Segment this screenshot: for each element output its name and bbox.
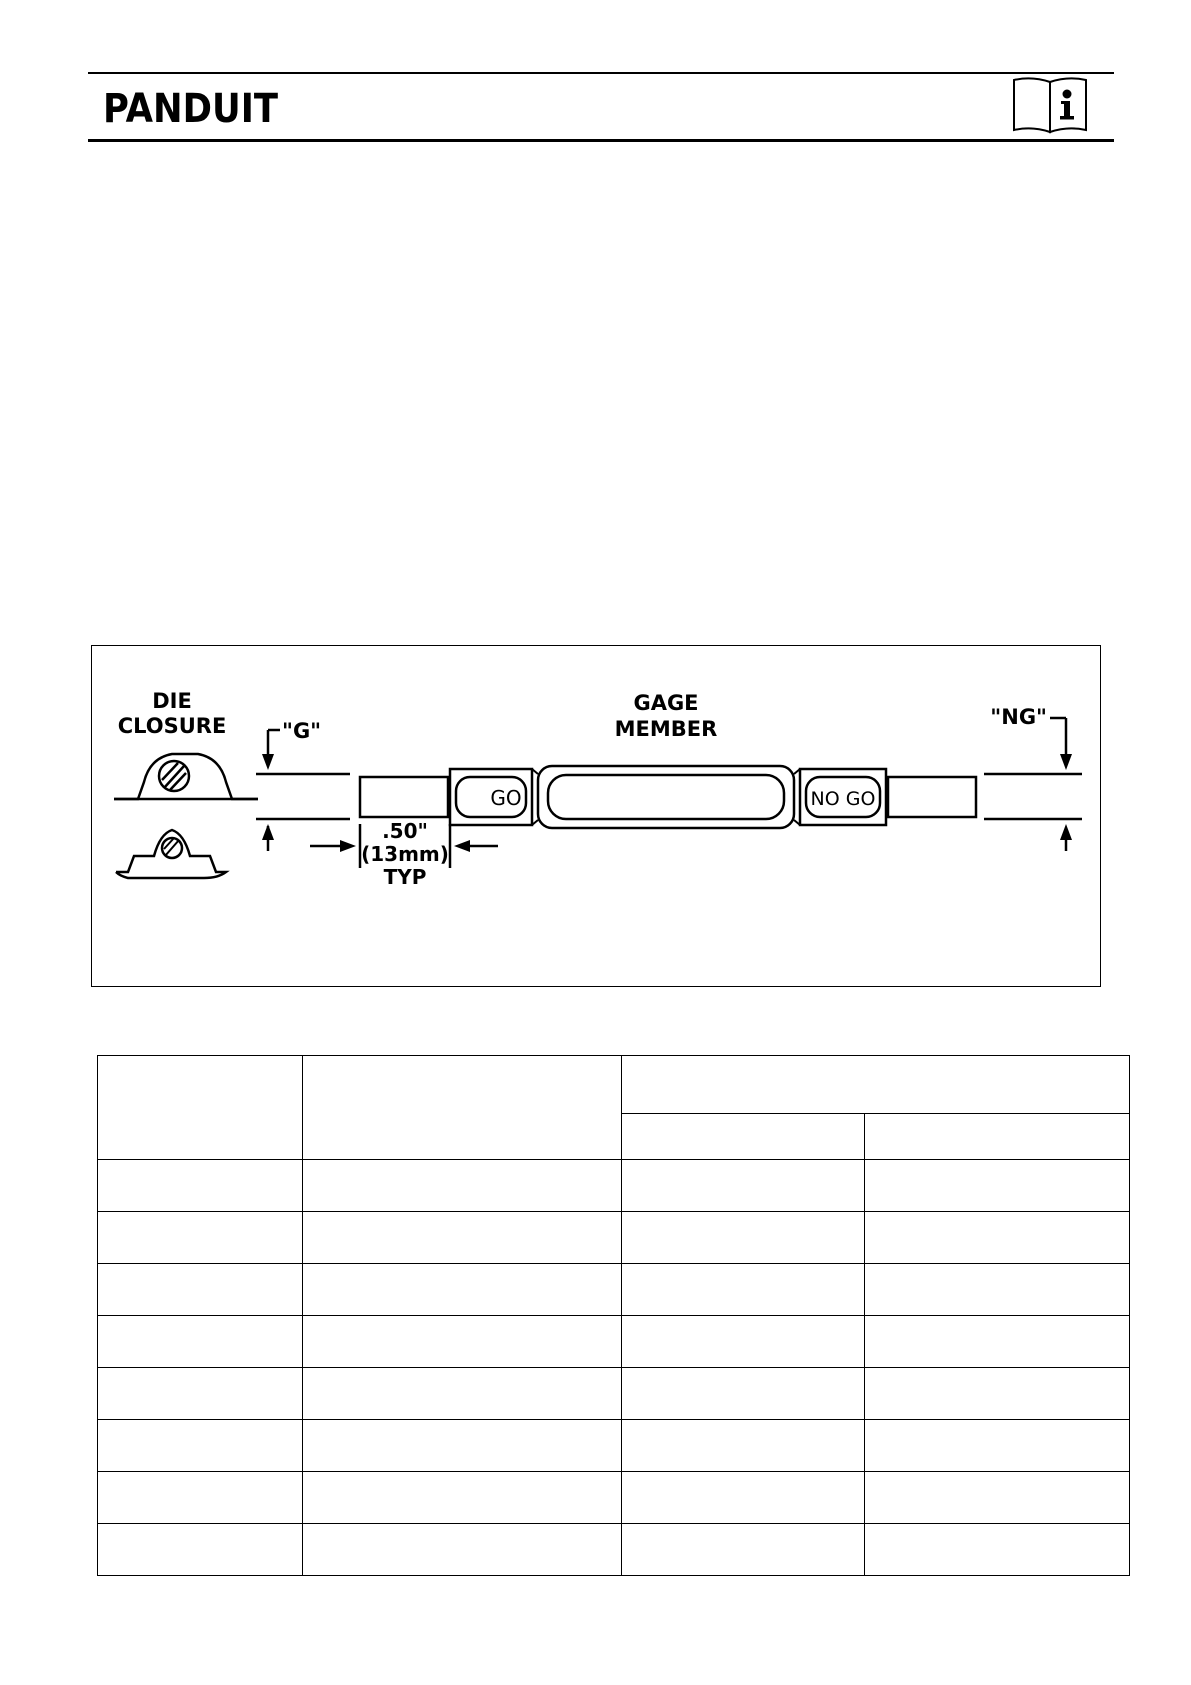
table-subheader-cell (622, 1114, 865, 1160)
dimension-line1: .50" (382, 819, 428, 843)
dimension-line2: (13mm) (361, 842, 449, 866)
die-closure-label-line1: DIE (152, 689, 192, 713)
spec-table (97, 1055, 1130, 1576)
gage-member-label-line2: MEMBER (614, 717, 718, 741)
table-cell (303, 1420, 622, 1472)
table-cell (303, 1212, 622, 1264)
table-cell (98, 1524, 303, 1576)
table-cell (98, 1160, 303, 1212)
table-cell (98, 1472, 303, 1524)
table-header-cell (622, 1056, 1130, 1114)
table-cell (622, 1472, 865, 1524)
die-closure-label-line2: CLOSURE (117, 714, 227, 738)
crimp-gage-diagram (92, 646, 1102, 988)
table-cell (303, 1524, 622, 1576)
table-cell (303, 1368, 622, 1420)
table-row (98, 1316, 1130, 1368)
table-cell (303, 1472, 622, 1524)
table-cell (98, 1212, 303, 1264)
table-header-cell (98, 1056, 303, 1160)
table-row (98, 1420, 1130, 1472)
table-cell (622, 1524, 865, 1576)
table-row (98, 1264, 1130, 1316)
table-cell (865, 1160, 1130, 1212)
table-row (98, 1212, 1130, 1264)
table-cell (622, 1212, 865, 1264)
table-header-row (98, 1056, 1130, 1114)
table-row (98, 1524, 1130, 1576)
ng-label: "NG" (990, 705, 1047, 729)
gage-figure-frame (91, 645, 1101, 987)
logo-text: PANDUIT (103, 86, 279, 132)
gage-member-label-line1: GAGE (633, 691, 699, 715)
table-cell (865, 1316, 1130, 1368)
table-cell (622, 1316, 865, 1368)
table-cell (865, 1264, 1130, 1316)
table-cell (865, 1212, 1130, 1264)
table-row (98, 1160, 1130, 1212)
panduit-logo (103, 86, 279, 132)
table-cell (98, 1368, 303, 1420)
header-bottom-rule (88, 139, 1114, 142)
table-cell (98, 1420, 303, 1472)
g-label: "G" (282, 719, 322, 743)
table-cell (622, 1160, 865, 1212)
table-subheader-cell (865, 1114, 1130, 1160)
table-cell (622, 1368, 865, 1420)
table-cell (622, 1420, 865, 1472)
table-cell (303, 1316, 622, 1368)
header-top-rule (88, 72, 1114, 74)
go-label: GO (490, 786, 522, 810)
dimension-line3: TYP (383, 865, 427, 889)
table-row (98, 1368, 1130, 1420)
table-cell (865, 1472, 1130, 1524)
table-cell (98, 1264, 303, 1316)
table-cell (303, 1160, 622, 1212)
table-row (98, 1472, 1130, 1524)
table-cell (865, 1420, 1130, 1472)
no-go-label: NO GO (810, 788, 876, 810)
table-cell (303, 1264, 622, 1316)
die-crimp-section-bottom (162, 838, 182, 858)
table-header-cell (303, 1056, 622, 1160)
table-cell (865, 1524, 1130, 1576)
die-crimp-section-top (159, 761, 189, 791)
table-cell (622, 1264, 865, 1316)
table-cell (98, 1316, 303, 1368)
info-book-icon (1012, 74, 1090, 136)
table-cell (865, 1368, 1130, 1420)
